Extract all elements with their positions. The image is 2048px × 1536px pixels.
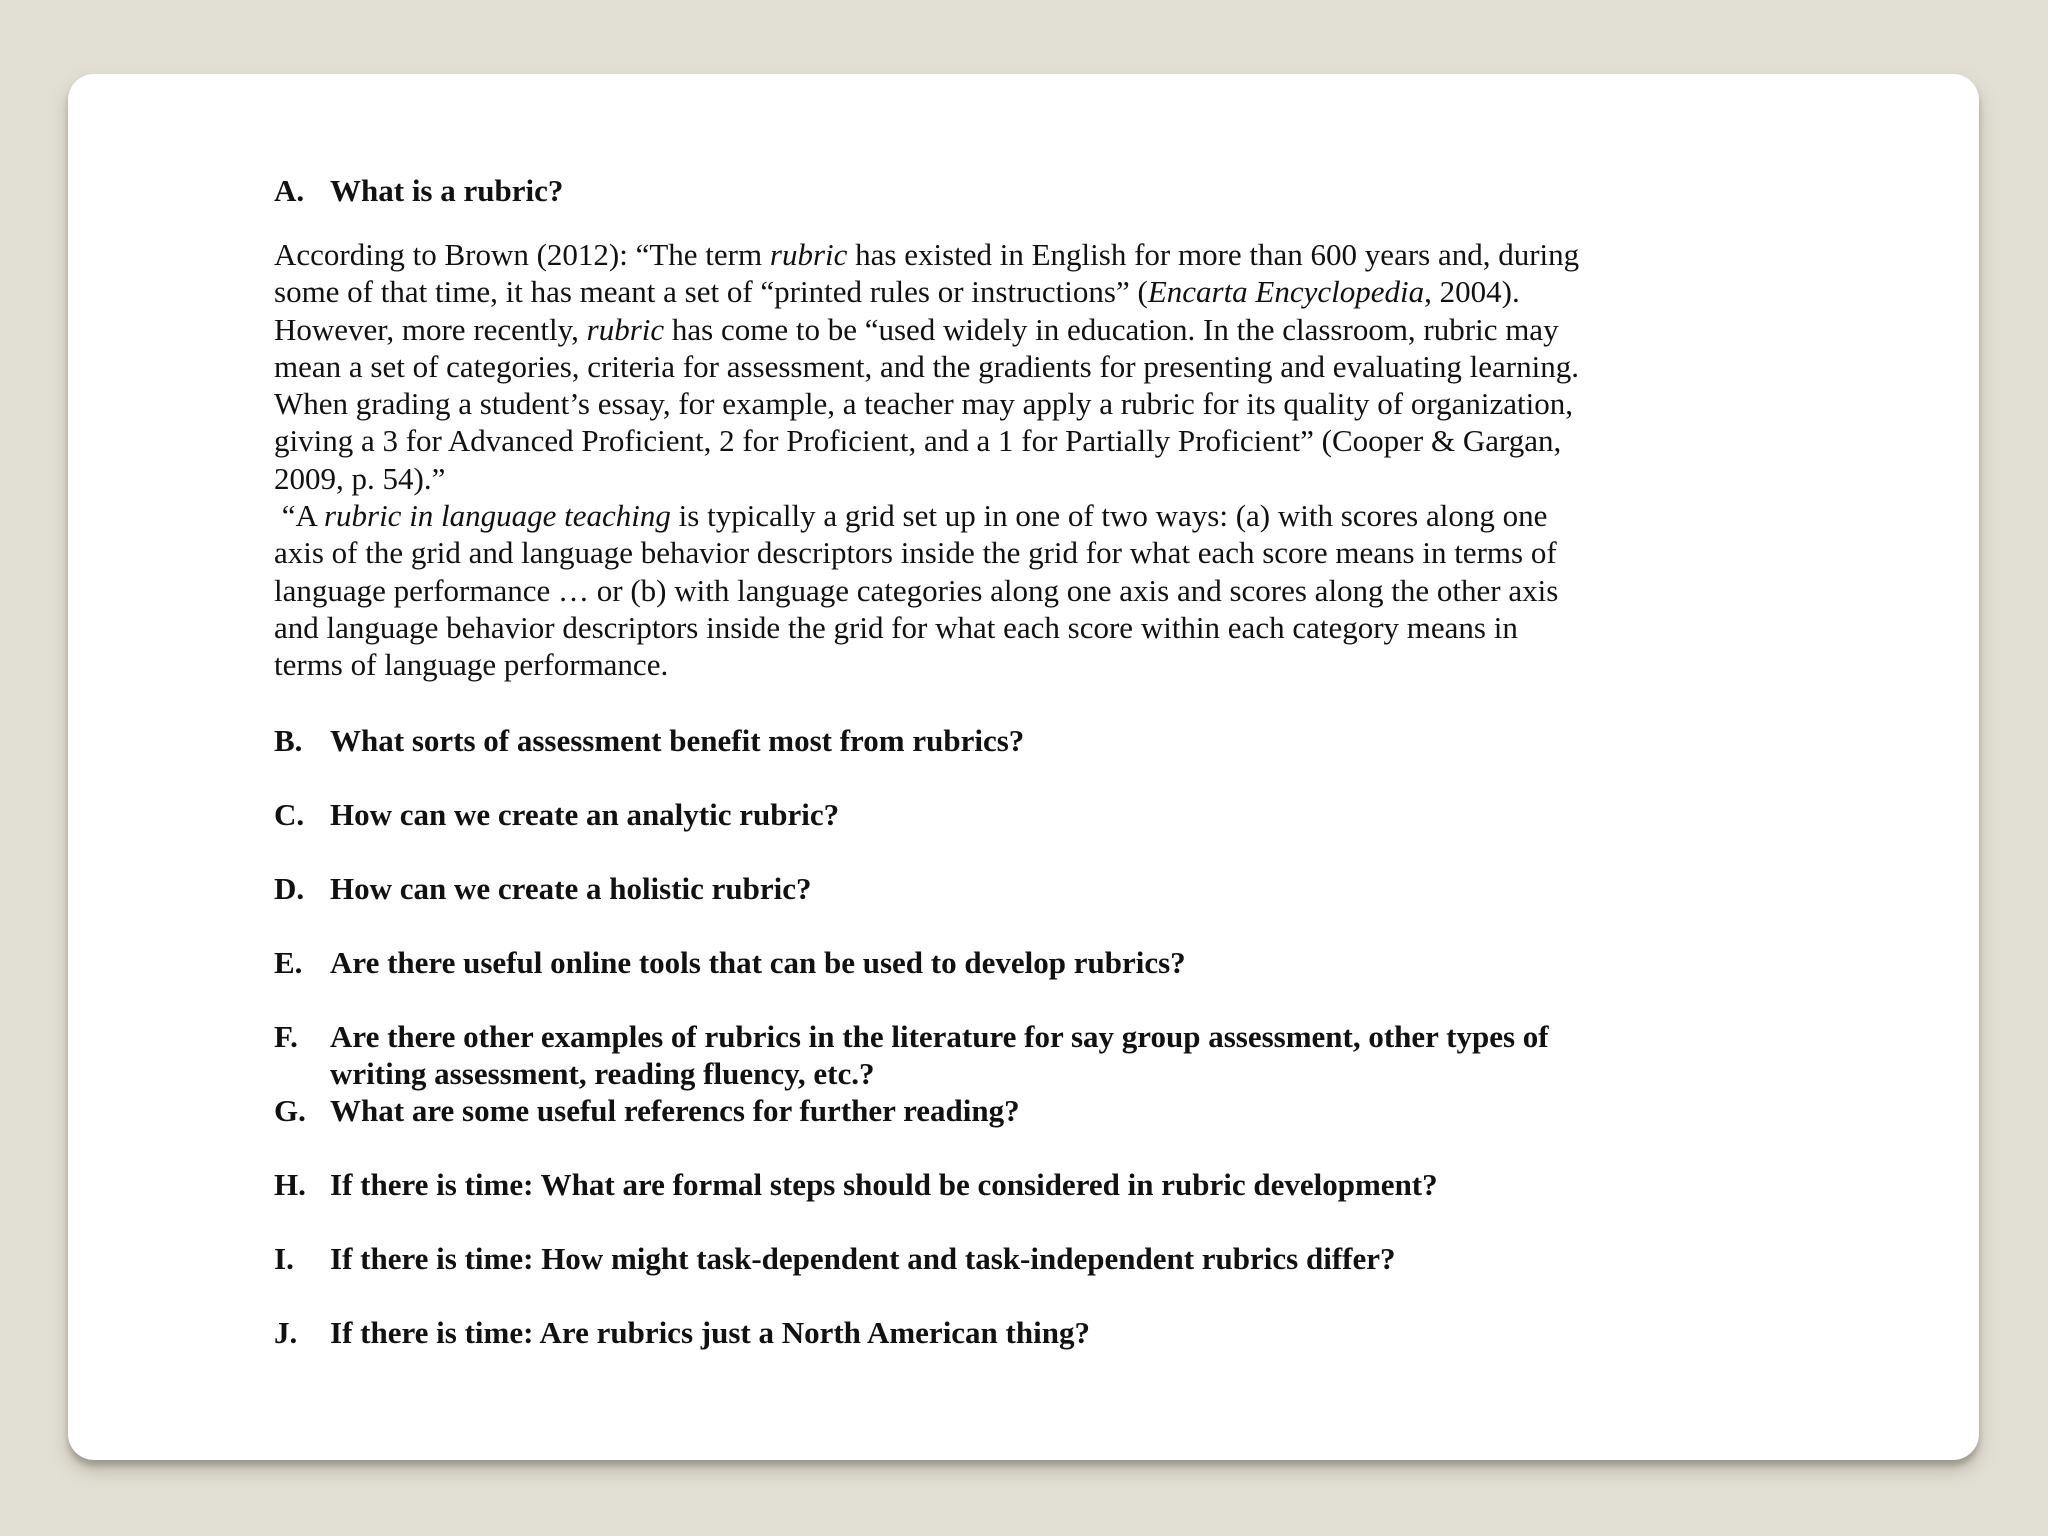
quote-line [274,236,1744,273]
question-letter: I. [274,1240,294,1276]
quote-line: mean a set of categories, criteria for assessment, and the gradients for presenting and evaluating learning. [274,348,1579,384]
question-f [274,1018,1744,1092]
quote-line [274,273,1744,310]
question-c [274,796,1744,833]
question-text: What sorts of assessment benefit most from rubrics? [330,722,1025,758]
question-letter: H. [274,1166,306,1202]
quote-text: However, more recently, [274,311,587,347]
question-e [274,944,1744,981]
quote-line: terms of language performance. [274,647,669,683]
quote-line: axis of the grid and language behavior descriptors inside the grid for what each score means in terms of [274,535,1557,571]
question-letter: A. [274,173,305,208]
question-text: Are there useful online tools that can be used to develop rubrics? [330,944,1186,980]
question-b [274,722,1744,759]
question-letter: E. [274,944,303,980]
question-text: If there is time: How might task-dependent and task-independent rubrics differ? [330,1240,1396,1276]
quote-line: language performance … or (b) with language categories along one axis and scores along the other axis [274,572,1559,608]
slide-content [274,172,1744,1351]
quote-italic: Encarta Encyclopedia [1147,274,1425,310]
question-h [274,1166,1744,1203]
question-letter: C. [274,796,305,832]
question-text: If there is time: What are formal steps should be considered in rubric development? [330,1166,1438,1202]
question-text: How can we create a holistic rubric? [330,870,812,906]
question-i [274,1240,1744,1277]
language-rubric-quote-paragraph [274,497,1744,683]
quote-text: According to Brown (2012): “The term [274,237,770,272]
quote-italic: rubric [769,237,848,272]
quote-line: and language behavior descriptors inside the grid for what each score within each category means in [274,609,1518,645]
quote-line: When grading a student’s essay, for example, a teacher may apply a rubric for its quality of organization, [274,386,1573,422]
quote-line [274,497,1744,534]
quote-text: “A [274,498,324,534]
quote-text: has existed in English for more than 600 years and, during [847,237,1580,272]
brown-quote-paragraph [274,236,1744,497]
question-letter: D. [274,870,305,906]
quote-line: 2009, p. 54).” [274,460,446,496]
question-text: What is a rubric? [330,173,564,208]
question-text: What are some useful referencs for further reading? [330,1092,1020,1128]
question-text: How can we create an analytic rubric? [330,796,840,832]
quote-text: , 2004). [1424,274,1520,310]
question-a [274,172,1744,209]
question-line: writing assessment, reading fluency, etc.? [330,1055,875,1091]
question-text [330,1018,1744,1092]
question-j [274,1314,1744,1351]
question-letter: F. [274,1018,298,1054]
question-letter: B. [274,722,303,758]
quote-italic: rubric [586,311,665,347]
quote-line: giving a 3 for Advanced Proficient, 2 for Proficient, and a 1 for Partially Proficient” (Cooper & Gargan, [274,423,1562,459]
question-text: If there is time: Are rubrics just a North American thing? [330,1314,1090,1350]
question-d [274,870,1744,907]
question-g [274,1092,1744,1129]
question-letter: J. [274,1314,298,1350]
question-letter: G. [274,1092,306,1128]
quote-text: is typically a grid set up in one of two ways: (a) with scores along one [670,498,1548,534]
quote-text: some of that time, it has meant a set of “printed rules or instructions” ( [274,274,1148,310]
quote-line [274,311,1744,348]
quote-text: has come to be “used widely in education. In the classroom, rubric may [664,311,1559,347]
question-line: Are there other examples of rubrics in the literature for say group assessment, other types of [330,1018,1549,1054]
quote-italic: rubric in language teaching [323,498,671,534]
